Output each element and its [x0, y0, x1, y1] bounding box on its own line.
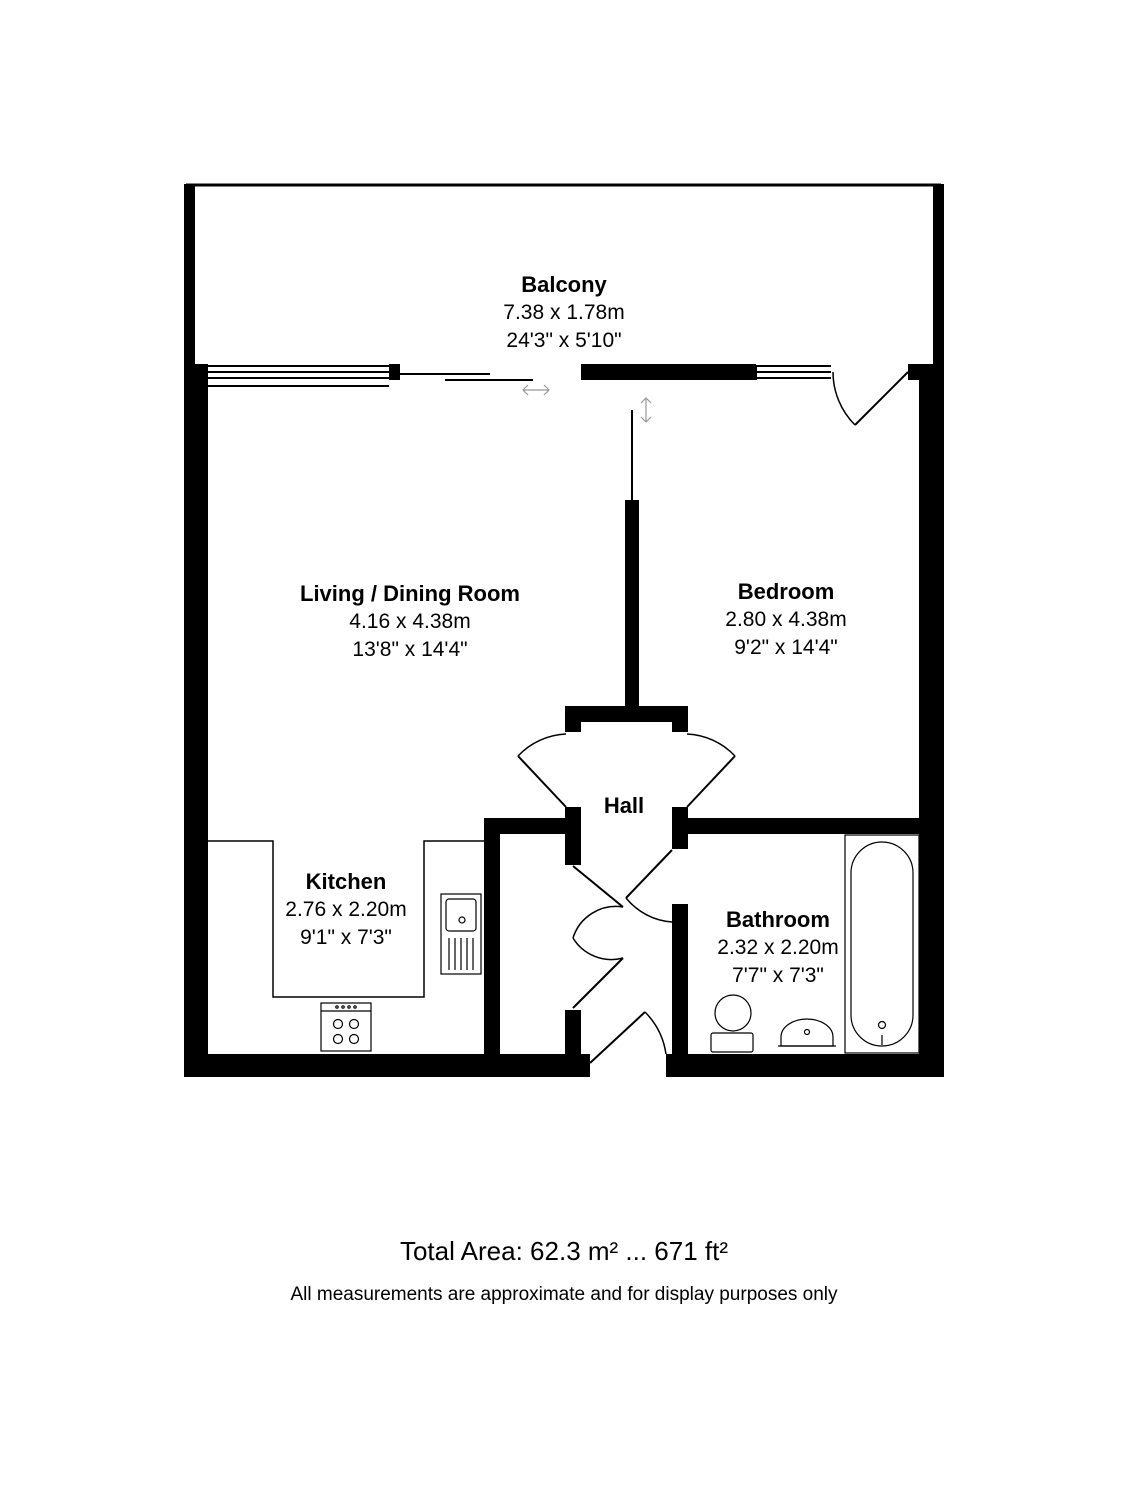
bottom-wall-right [666, 1054, 944, 1077]
room-metric: 7.38 x 1.78m [503, 301, 625, 324]
living-bedroom-wall [625, 500, 639, 710]
living-label [250, 580, 570, 664]
room-name: Living / Dining Room [300, 581, 520, 606]
hall-top-left-stub [565, 706, 581, 732]
store-left-wall [484, 818, 500, 1068]
room-metric: 2.80 x 4.38m [725, 608, 847, 631]
balcony-left-wall [184, 184, 195, 364]
sliding-door [400, 374, 533, 380]
hall-label [584, 792, 664, 820]
bottom-wall-left [184, 1054, 590, 1077]
hall-top-right-stub [672, 706, 688, 732]
room-imperial: 9'2" x 14'4" [734, 636, 838, 659]
window-stub [389, 364, 400, 380]
sink-icon [441, 894, 481, 974]
hall-left-jamb-upper [565, 807, 581, 865]
room-imperial: 7'7" x 7'3" [732, 964, 824, 987]
right-outer-wall [919, 364, 944, 1077]
room-name: Balcony [521, 272, 607, 297]
basin-icon [778, 1019, 836, 1046]
bathroom-left-wall [672, 904, 688, 1068]
toilet-icon [711, 995, 753, 1052]
room-metric: 2.76 x 2.20m [285, 898, 407, 921]
disclaimer: All measurements are approximate and for display purposes only [290, 1284, 838, 1305]
kitchen-label [266, 868, 426, 952]
room-name: Kitchen [305, 869, 387, 894]
total-area: Total Area: 62.3 m² ... 671 ft² [399, 1236, 729, 1266]
room-name: Bathroom [726, 907, 830, 932]
bedroom-label [686, 578, 886, 662]
hall-top-wall [565, 706, 687, 722]
balcony-right-wall [933, 184, 944, 368]
room-name: Bedroom [737, 579, 835, 604]
bathroom-top-wall [672, 818, 944, 834]
balcony-label [414, 271, 714, 355]
room-metric: 4.16 x 4.38m [349, 610, 471, 633]
room-metric: 2.32 x 2.20m [717, 936, 839, 959]
north-wall-segment [581, 364, 756, 380]
hall-left-jamb-lower [565, 1010, 581, 1068]
hob-icon [321, 1003, 371, 1051]
room-imperial: 9'1" x 7'3" [300, 926, 392, 949]
bathroom-label [698, 906, 858, 990]
room-imperial: 24'3" x 5'10" [506, 329, 622, 352]
room-name: Hall [603, 793, 645, 818]
room-imperial: 13'8" x 14'4" [352, 638, 468, 661]
corner-block [908, 364, 944, 380]
left-outer-wall [184, 364, 208, 1077]
